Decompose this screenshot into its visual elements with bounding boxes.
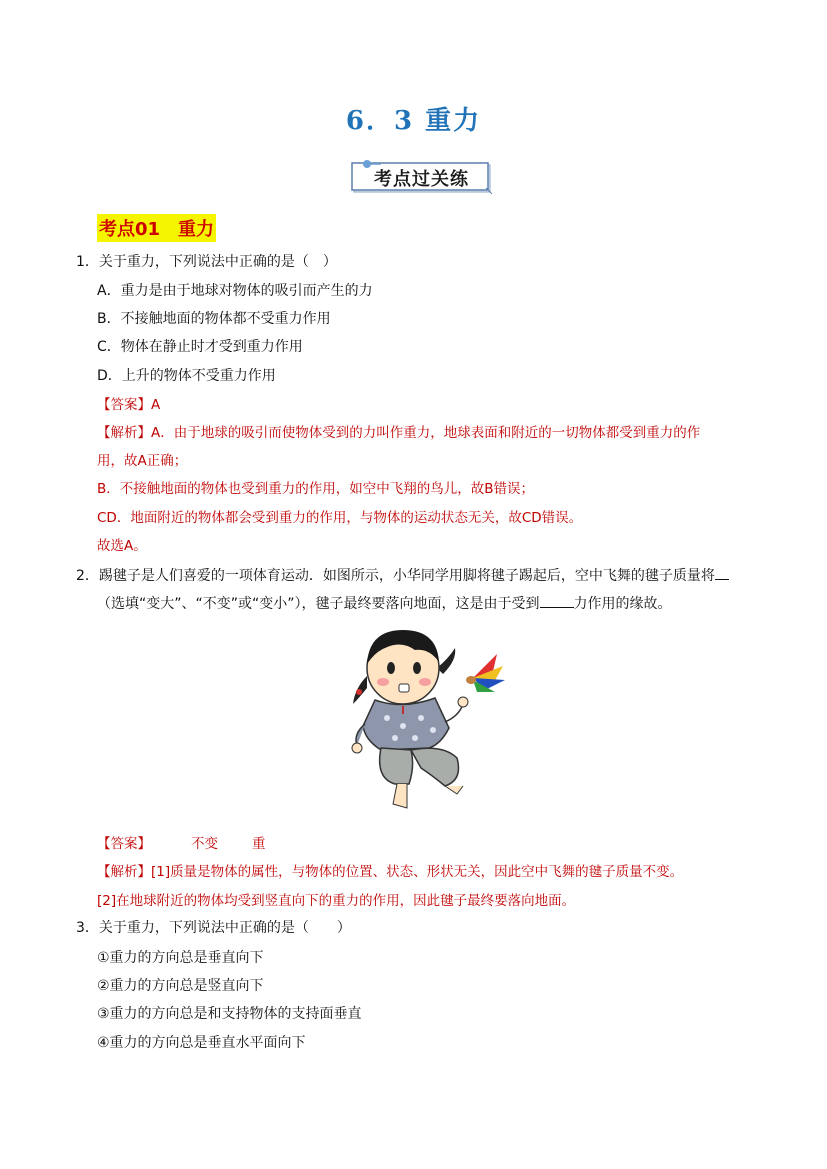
answer-value-1: 不变 [191, 836, 218, 852]
banner-label: 考点过关练 [374, 169, 469, 190]
question-1-stem: 1．关于重力，下列说法中正确的是（ ） [76, 254, 337, 270]
question-2-stem-text: 力作用的缘故。 [573, 596, 672, 612]
question-3-statement-4: ④重力的方向总是垂直水平面向下 [97, 1035, 306, 1051]
question-1-analysis-line: 故选A。 [97, 538, 147, 554]
question-3-stem: 3．关于重力，下列说法中正确的是（ ） [76, 920, 351, 936]
question-1-analysis-line: 【解析】A．由于地球的吸引而使物体受到的力叫作重力，地球表面和附近的一切物体都受到重力的作 [97, 425, 701, 441]
question-2-analysis-line: [2]在地球附近的物体均受到竖直向下的重力的作用，因此毽子最终要落向地面。 [97, 893, 576, 909]
question-1-answer: 【答案】A [97, 397, 161, 413]
answer-blank[interactable] [715, 565, 729, 580]
question-2-stem [76, 565, 729, 586]
question-1-option-c: C．物体在静止时才受到重力作用 [97, 339, 303, 355]
question-3-statement-1: ①重力的方向总是垂直向下 [97, 950, 264, 966]
question-1-analysis-line: CD．地面附近的物体都会受到重力的作用，与物体的运动状态无关，故CD错误。 [97, 510, 583, 526]
question-3-statement-3: ③重力的方向总是和支持物体的支持面垂直 [97, 1006, 362, 1022]
answer-blank[interactable] [540, 593, 574, 608]
section-banner [351, 160, 492, 194]
question-1-option-d: D．上升的物体不受重力作用 [97, 368, 276, 384]
question-1-analysis-line: 用，故A正确； [97, 453, 188, 469]
question-2-stem-text: 2．踢毽子是人们喜爱的一项体育运动．如图所示，小华同学用脚将毽子踢起后，空中飞舞的毽子质量将 [76, 568, 715, 584]
question-2-stem-continued [97, 593, 672, 614]
question-1-analysis-line: B．不接触地面的物体也受到重力的作用，如空中飞翔的鸟儿，故B错误； [97, 481, 535, 497]
question-2-answer [97, 834, 266, 854]
question-1-option-a: A．重力是由于地球对物体的吸引而产生的力 [97, 283, 373, 299]
section-heading: 考点01 重力 [97, 214, 216, 242]
question-3-statement-2: ②重力的方向总是竖直向下 [97, 978, 264, 994]
question-2-stem-text: （选填“变大”、“不变”或“变小”），毽子最终要落向地面，这是由于受到 [97, 596, 540, 612]
page-title: 6．3 重力 [345, 106, 482, 136]
child-kicking-shuttlecock-icon [345, 618, 510, 818]
answer-value-2: 重 [252, 836, 266, 852]
question-2-analysis-line: 【解析】[1]质量是物体的属性，与物体的位置、状态、形状无关，因此空中飞舞的毽子质量不变。 [97, 864, 684, 880]
shuttlecock-kicking-illustration [345, 618, 510, 818]
question-1-option-b: B．不接触地面的物体都不受重力作用 [97, 311, 331, 327]
answer-label: 【答案】 [97, 836, 151, 852]
